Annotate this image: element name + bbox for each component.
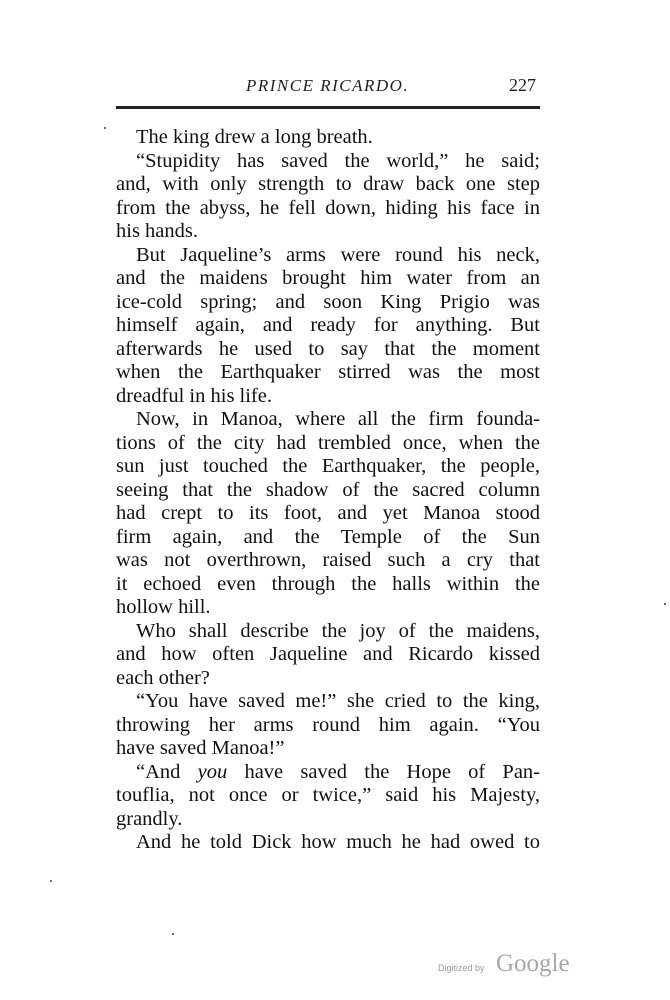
running-title: PRINCE RICARDO. [246,76,410,95]
page-number: 227 [509,75,536,95]
text-line: it echoed even through the halls within the [116,572,540,595]
text-line: afterwards he used to say that the moment [116,337,540,360]
text-line: Who shall describe the joy of the maidens, [136,619,540,642]
text-line: and the maidens brought him water from an [116,267,540,289]
header-rule [116,106,540,109]
text-line: have saved Manoa!” [116,737,285,759]
text-line: was not overthrown, raised such a cry that [116,549,540,571]
text-line: Now, in Manoa, where all the firm founda- [136,408,540,430]
page-speck [104,127,106,129]
text-line: firm again, and the Temple of the Sun [116,525,540,548]
text-line: had crept to its foot, and yet Manoa stood [116,502,540,524]
body-text [116,126,540,855]
text-line: seeing that the shadow of the sacred column [116,478,540,501]
text-line: ice-cold spring; and soon King Prigio was [116,290,540,313]
digitized-watermark [438,950,578,980]
text-line: “Stupidity has saved the world,” he said; [136,149,540,172]
text-line: hollow hill. [116,596,211,618]
text-line: dreadful in his life. [116,384,272,407]
running-header [116,74,540,100]
text-line: throwing her arms round him again. “You [116,713,540,736]
text-line: grandly. [116,807,183,830]
text-line: himself again, and ready for anything. But [116,314,540,336]
watermark-prefix: Digitized by [438,963,485,973]
text-line: The king drew a long breath. [136,126,373,148]
text-line: sun just touched the Earthquaker, the people, [116,455,540,477]
text-line: touflia, not once or twice,” said his Majesty, [116,784,540,806]
text-line: when the Earthquaker stirred was the most [116,361,540,383]
text-line: “You have saved me!” she cried to the king, [136,690,540,712]
watermark-brand: Google [496,950,570,977]
text-line: and, with only strength to draw back one step [116,173,540,195]
text-line: But Jaqueline’s arms were round his neck, [136,243,540,266]
page-speck [172,933,174,935]
page-speck [50,880,52,882]
text-line: tions of the city had trembled once, when the [116,431,540,454]
page-speck [664,603,666,605]
text-line: his hands. [116,220,198,242]
text-line: And he told Dick how much he had owed to [136,831,540,853]
text-line: and how often Jaqueline and Ricardo kissed [116,643,540,665]
text-line: each other? [116,666,210,689]
text-line: “And you have saved the Hope of Pan- [136,760,540,783]
text-line: from the abyss, he fell down, hiding his face in [116,196,540,219]
